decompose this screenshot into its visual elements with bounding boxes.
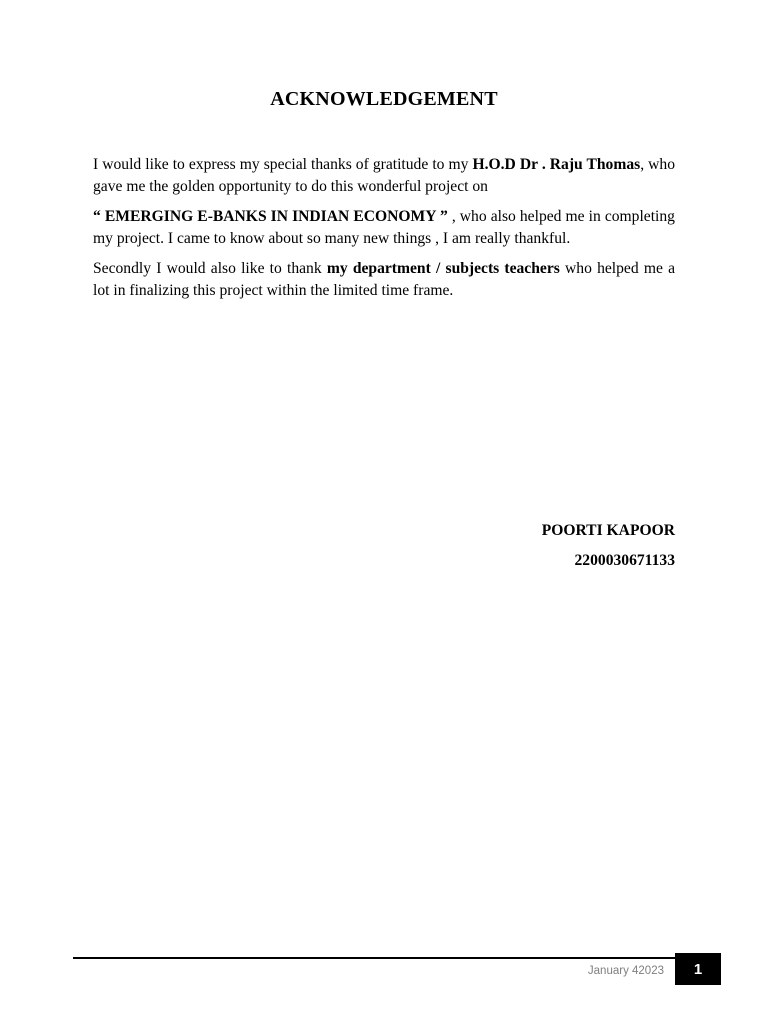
signature-name: POORTI KAPOOR xyxy=(541,522,675,539)
project-title: “ EMERGING E-BANKS IN INDIAN ECONOMY ” xyxy=(93,208,448,225)
signature-id: 2200030671133 xyxy=(574,552,675,569)
page-title: ACKNOWLEDGEMENT xyxy=(270,88,498,110)
page-number-badge xyxy=(675,953,721,985)
paragraph-text: Secondly I would also like to thank xyxy=(93,260,327,277)
paragraph-text: I would like to express my special thanks of gratitude to my xyxy=(93,156,473,173)
footer-date: January 42023 xyxy=(587,965,664,977)
paragraph-text: who helped me a lot in finalizing this project within the limited time frame. xyxy=(93,260,675,299)
paragraph-teachers xyxy=(93,258,675,302)
footer-divider xyxy=(73,957,721,959)
paragraph-project xyxy=(93,206,675,250)
paragraph-text: , who gave me the golden opportunity to do this wonderful project on xyxy=(93,156,676,195)
paragraph-text: , who also helped me in completing my project. I came to know about so many new things , I am really thankful. xyxy=(93,208,675,247)
acknowledgement-body xyxy=(93,154,675,310)
department-teachers: my department / subjects teachers xyxy=(326,260,560,277)
hod-name: H.O.D Dr . Raju Thomas xyxy=(472,156,641,173)
paragraph-gratitude xyxy=(93,154,675,198)
page-number: 1 xyxy=(693,960,703,978)
